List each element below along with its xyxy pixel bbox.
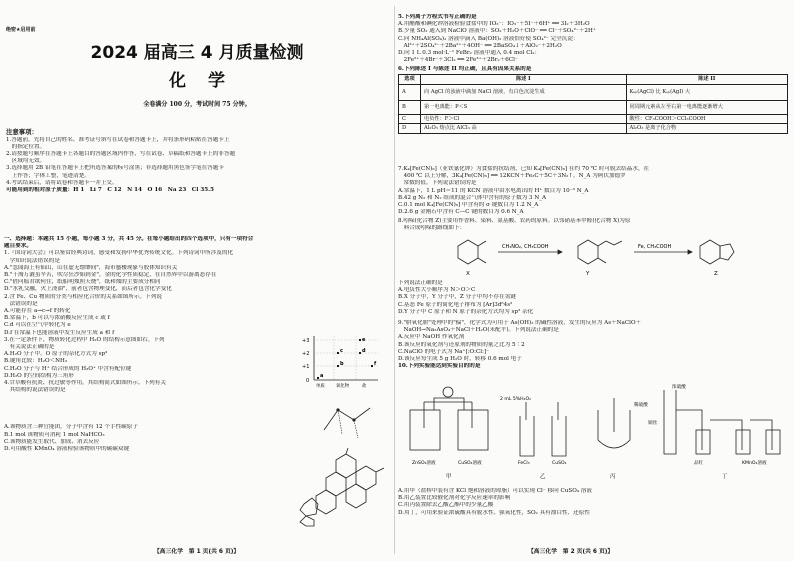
q7-stem: 常数的值。下列说法错误的是 <box>398 180 477 187</box>
section-heading: 一、选择题：本题共 15 小题，每小题 3 分，共 45 分。在每小题给出的四个选项中，只有一项符合 <box>4 236 254 242</box>
atomic-masses: 可能用到的相对原子质量：H 1 Li 7 C 12 N 14 O 16 Na 23 Cl 35.5 <box>6 186 214 193</box>
notice-block <box>6 128 386 194</box>
q6-cell: A <box>399 84 421 100</box>
q2-stem: 法错误的是 <box>4 300 38 307</box>
question-5 <box>398 14 790 64</box>
fig-label: 乙 <box>540 474 546 480</box>
q6-header: 选项 <box>399 75 421 85</box>
point-label: b <box>340 361 344 367</box>
q6-cell: B <box>399 100 421 114</box>
y-tick: 0 <box>306 378 310 384</box>
q6-cell: 向 AgCl 的浊液中滴加 NaCl 溶液，有白色沉淀生成 <box>421 84 627 100</box>
q6-cell: 酸性：CF₃COOH＞CCl₃COOH <box>626 114 788 124</box>
q3-stem: 3.在一定条件下，物质转化过程中 H₂O 的结构示意图如右。下列 <box>4 336 165 343</box>
q1-option-b: B."千淘万漉虽辛苦，吹尽狂沙始到金"，金的化学性质稳定，在自然界中以游离态存在 <box>4 272 217 279</box>
q2-stem: 2.含 Fe、Cu 物质的分类与相应化合价的关系如图所示。下列说 <box>4 293 162 300</box>
q10-option-d: D.用丁，可用来验证浓硫酸具有脱水性、强氧化性，SO₂ 具有漂白性、还原性 <box>398 509 590 516</box>
q6-cell: 电负性：F＞Cl <box>421 114 627 124</box>
q8-stem: 8.吲哚(化合物 Z)主要用作香料、染料、氨基酸、农药的原料。以邻硝基苯甲醛(化合物 X)为原 <box>398 218 631 224</box>
question-4 <box>4 380 244 453</box>
question-8-options <box>398 280 790 316</box>
fig-text: KMnO₄溶液 <box>742 461 767 466</box>
y-tick: +1 <box>302 364 310 370</box>
q9-option-a: A.反应中 NaOH 作氧化剂 <box>398 334 465 341</box>
q9-option-c: C.NaClO 的电子式为 Na⁺[:O:Cl:]⁻ <box>398 348 490 355</box>
q5-option-b: B.少量 SO₂ 通入到 NaClO 溶液中：SO₂＋H₂O＋ClO⁻ ══ Cl⁻＋SO₄²⁻＋2H⁺ <box>398 28 596 35</box>
point-label: c <box>340 348 343 354</box>
point-label: a <box>320 373 324 379</box>
point-label: d <box>362 348 366 354</box>
q5-option-c: C.向 NH₄Al(SO₄)₂ 溶液中滴入 Ba(OH)₂ 溶液恰好使 SO₄²⁻ 完全沉淀： <box>398 35 579 42</box>
q9-option-b: B.该反应的氧化剂与还原剂的物质的量之比为 5∶2 <box>398 341 525 348</box>
q3-option-b: B.键角比较：H₂O＜NH₃ <box>4 358 68 365</box>
q7-option-b: B.42 g N₂ 和 N₂ 组成的混合气体中含有的原子数为 3 N_A <box>398 194 547 201</box>
q10-option-a: A.用甲（盐桥中装有含 KCl 饱和溶液的琼脂）可以实现 Cl⁻ 移向 CuSO₄ 溶液 <box>398 488 592 494</box>
notice-title: 注意事项： <box>6 128 38 136</box>
q6-cell: 第一电离能：P＜S <box>421 100 627 114</box>
q6-cell: D <box>399 124 421 134</box>
page-2 <box>398 4 790 557</box>
q6-cell: Kₛₚ(AgCl) 比 Kₛₚ(AgI) 大 <box>626 84 788 100</box>
q7-option-d: D.2.6 g 金刚石中含有 C—C 键的数目为 0.6 N_A <box>398 209 524 216</box>
page-footer-2: 【高三化学 第 2 页(共 6 页)】 <box>528 549 614 555</box>
fig-text: 2 mL 5%H₂O₂ <box>500 397 531 402</box>
compound-label: Y <box>586 271 590 277</box>
q3-option-c: C.H₂O 分子与 H⁺ 结合形成的 H₃O⁺ 中含有配位键 <box>4 365 132 372</box>
page-1 <box>4 4 390 557</box>
q7-option-a: A.常温下，1 L pH＝11 的 KCN 溶液中由水电离出的 H⁺ 数目为 10⁻³ N_A <box>398 187 589 194</box>
confidential-stamp: 绝密★启用前 <box>6 27 36 33</box>
fig-text: 铜丝 <box>648 421 658 426</box>
valence-class-diagram <box>300 332 380 390</box>
q5-option-a: A.用醋酸和碘化钾溶液检验食盐中的 IO₃⁻：IO₃⁻＋5I⁻＋6H⁺ ══ 3I₂＋3H₂O <box>398 21 590 28</box>
notice-line: 上作答；字体工整，笔迹清楚。 <box>6 172 90 179</box>
fig-text: CuSO₄溶液 <box>458 461 482 466</box>
notice-line: 4.考试结束后，请将试卷和答题卡一并上交。 <box>6 179 118 186</box>
page-divider <box>394 6 395 554</box>
q4-option-c: C.该物质能发生取代、加成、消去反应 <box>4 438 100 445</box>
fig-text: ZnSO₄溶液 <box>412 461 436 466</box>
q9-stem: 9."肼氧化肼"处理中的"偏"，化学式为可用于 As(OH)₃ 的碱性溶液，发生的反应为 As＋NaClO＋ <box>398 320 642 326</box>
q9-stem: NaOH→Na₃AsO₄＋NaCl＋H₂O(未配平)。下列说法正确的是 <box>398 327 559 334</box>
y-tick: +2 <box>302 351 310 357</box>
q10-apparatus-figure <box>402 380 786 484</box>
q1-stem: 1.『国诗词大会』可以鉴赏经典诗词，感受和发扬中华优秀传统文化。下列诗词中所涉及的化 <box>4 250 234 257</box>
q6-table <box>398 74 788 134</box>
q10-stem: 10.下列实验能达到实验目的的是 <box>398 363 481 370</box>
q4-stem: 4.甘草酸有抗炎、抗过敏等作用，其结构简式如图所示。下列有关 <box>4 380 166 387</box>
question-8 <box>398 218 790 232</box>
q2-option-c: C.d 可以在空气中转化为 e <box>4 322 71 329</box>
compound-label: X <box>466 271 470 277</box>
fig-text: 稀硫酸 <box>634 403 648 408</box>
fig-label: 丙 <box>610 474 616 480</box>
q6-cell: C <box>399 114 421 124</box>
reagent-1: CH₃NO₂, CH₃COOH <box>502 244 549 250</box>
q8-prompt: 下列说法正确的是 <box>398 280 443 286</box>
q4-option-d: D.可用酸性 KMnO₄ 溶液检验该物质中的碳碳双键 <box>4 446 130 453</box>
q7-stem: 400 ℃ 以上分解，3K₄[Fe(CN)₆] ══ 12KCN＋Fe₃C＋5C＋3N₂↑。N_A 为阿伏加德罗 <box>398 173 626 180</box>
q5-option-d: D.向 1 L 0.3 mol·L⁻¹ FeBr₂ 溶液中通入 0.4 mol Cl₂： <box>398 50 541 57</box>
q1-option-d: D."水乳交融，火上浇油"，前者包含物理变化，而后者包含化学变化 <box>4 286 172 293</box>
x-tick: 盐 <box>362 384 367 389</box>
notice-line: 3.选择题用 2B 铅笔在答题卡上把所选答案的标号涂黑；非选择题用黑色签字笔在答题卡 <box>6 165 224 172</box>
notice-line: 1.答题前，先将自己的姓名、准考证号填写在试卷和答题卡上，并将条形码粘贴在答题卡上 <box>6 136 230 143</box>
question-6 <box>398 66 790 134</box>
score-line: 全卷满分 100 分，考试时间 75 分钟。 <box>143 101 251 108</box>
q3-option-a: A.H₂O 分子中，O 原子的杂化方式为 sp³ <box>4 351 108 358</box>
q9-option-d: D.该反应每生成 5 g H₂O 时，转移 0.6 mol 电子 <box>398 356 522 363</box>
q8-option-c: C.基态 Fe 原子的简化电子排布为 [Ar]3d⁶4s² <box>398 301 513 308</box>
fig-text: CuSO₄ <box>552 461 567 466</box>
q5-option-c-cont: Al³⁺＋2SO₄²⁻＋2Ba²⁺＋4OH⁻ ══ 2BaSO₄↓＋AlO₂⁻＋2H₂O <box>398 42 562 49</box>
q7-stem: 7.K₄[Fe(CN)₆]（亚铁氰化钾）为食盐的抗结剂，已知 K₄[Fe(CN)₆] 在约 70 ℃ 时可脱去结晶水，在 <box>398 166 650 172</box>
q8-stem: 料合成吲哚的路线如下： <box>398 225 466 232</box>
q4-option-b: B.1 mol 该物质可消耗 1 mol NaHCO₃ <box>4 431 105 438</box>
q10-option-b: B.用乙装置比较催化剂对化学反应速率的影响 <box>398 495 511 502</box>
fig-text: 浓硫酸 <box>672 385 686 390</box>
q6-header: 陈述 II <box>626 75 788 85</box>
q4-stem: 其结构的说法错误的是 <box>4 387 66 394</box>
fig-text: FeCl₃ <box>518 461 530 466</box>
notice-line: 的指定位置。 <box>6 143 46 150</box>
q3-option-d: D.H₂O 的空间结构为三角形 <box>4 372 74 379</box>
section-heading-cont: 题目要求。 <box>4 243 32 250</box>
q10-option-c: C.用丙装置除去乙酸乙酯中的少量乙酸 <box>398 502 494 509</box>
reagent-2: Fe, CH₃COOH <box>638 244 672 250</box>
question-2 <box>4 294 234 337</box>
q2-option-a: A.可能存在 a→c→f 的转化 <box>4 308 71 315</box>
q1-option-c: C."借问瘟君欲何往，纸船明烛照天烧"，纸和烛的主要成分相同 <box>4 279 161 286</box>
q4-option-a: A.该物质含三种官能团，分子中含有 12 个手性碳原子 <box>4 424 138 431</box>
page-footer-1: 【高三化学 第 1 页(共 6 页)】 <box>154 549 240 555</box>
q6-cell: 同周期元素从左至右第一电离能逐渐增大 <box>626 100 788 114</box>
question-1 <box>4 250 390 293</box>
y-tick: +3 <box>302 338 310 344</box>
indole-synthesis-scheme <box>438 232 748 278</box>
q1-stem: 学知识说法错误的是 <box>4 257 60 264</box>
q8-option-b: B.X 分子中，Y 分子中，Z 分子中均不存在氢键 <box>398 294 516 301</box>
fig-label: 甲 <box>446 474 452 480</box>
q2-option-b: B.常温下，b 可以与浓硝酸反应生成 c 或 f <box>4 315 110 322</box>
question-3 <box>4 337 234 380</box>
point-label: f <box>374 361 377 367</box>
question-10-options <box>398 488 790 517</box>
compound-label: Z <box>714 271 718 277</box>
q2-option-d: D.f 在常温下也能溶液中发生反应生成 a 和 f <box>4 329 115 336</box>
water-structure-diagram <box>314 400 380 442</box>
q8-option-d: D.Y 分子中 C 原子和 N 原子的杂化方式均为 sp² 杂化 <box>398 308 534 315</box>
q8-option-a: A.电负性大小顺序为 N＞O＞C <box>398 287 476 294</box>
q1-option-a: A."忽闻海上有仙山，山在虚无缥缈间"，海市蜃楼现象与胶体知识有关 <box>4 264 178 271</box>
point-label: e <box>362 337 366 343</box>
q6-stem: 6.下列陈述 I 与陈述 II 均正确，且具有因果关系的是 <box>398 66 532 72</box>
q7-option-c: C.0.1 mol K₄[Fe(CN)₆] 中含有的 σ 键数目为 1.2 N_A <box>398 202 539 209</box>
q3-stem: 有关说法正确的是 <box>4 344 55 351</box>
fig-text: 品红 <box>694 461 704 466</box>
x-tick: 氧化物 <box>336 384 350 389</box>
glycyrrhizic-acid-structure <box>296 448 386 528</box>
fig-label: 丁 <box>722 474 728 480</box>
q6-cell: Al₂O₃ 熔点比 AlCl₃ 高 <box>421 124 627 134</box>
question-9 <box>398 320 790 370</box>
question-7 <box>398 166 790 216</box>
notice-line: 2.请按题号顺序在答题卡上各题目的答题区域内作答，写在试卷、草稿纸和答题卡上的非答题 <box>6 150 236 157</box>
notice-line: 区域均无效。 <box>6 158 46 165</box>
subject-title: 化学 <box>169 71 247 91</box>
q6-cell: Al₂O₃ 是离子化合物 <box>626 124 788 134</box>
q5-stem: 5.下列离子方程式书写正确的是 <box>398 14 477 20</box>
q6-header: 陈述 I <box>421 75 627 85</box>
x-tick: 单质 <box>316 384 325 389</box>
exam-title: 2024 届高三 4 月质量检测 <box>90 43 304 63</box>
q5-option-d-cont: 2Fe²⁺＋4Br⁻＋3Cl₂ ══ 2Fe³⁺＋2Br₂＋6Cl⁻ <box>398 57 518 64</box>
